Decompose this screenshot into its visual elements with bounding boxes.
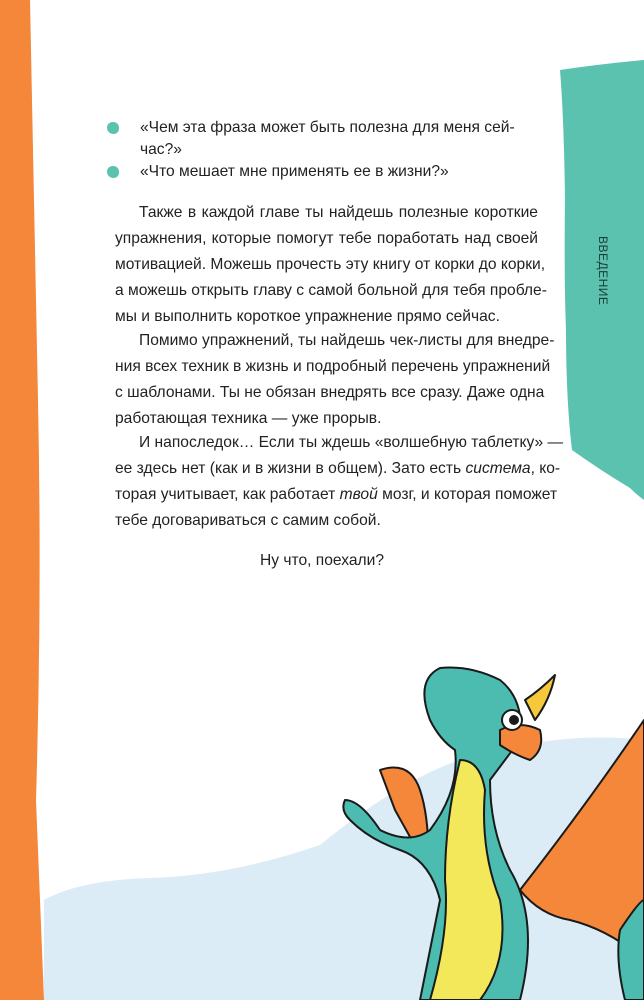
text-line: работающая техника — уже прорыв. xyxy=(115,410,382,427)
text-run: торая учитывает, как работает xyxy=(115,486,340,503)
text-line: тебе договариваться с самим собой. xyxy=(115,512,381,529)
text-run: , ко- xyxy=(530,460,561,477)
bullet-line: «Что мешает мне применять ее в жизни?» xyxy=(140,163,449,180)
text-line xyxy=(115,456,561,482)
paragraph-exercises xyxy=(115,200,547,330)
text-line: И напоследок… Если ты ждешь «волшебную таблетку» — xyxy=(139,434,564,451)
text-line xyxy=(115,482,558,508)
text-line: с шаблонами. Ты не обязан внедрять все сразу. Даже одна xyxy=(115,384,545,401)
dragon-horn xyxy=(525,675,555,720)
text-line: Помимо упражнений, ты найдешь чек-листы для внедре- xyxy=(139,332,555,349)
text-run: ее здесь нет (как и в жизни в общем). Зато есть xyxy=(115,460,466,477)
text-line: а можешь открыть главу с самой больной для тебя пробле- xyxy=(115,282,547,299)
italic-run: система xyxy=(465,460,531,477)
orange-left-strip xyxy=(0,0,44,1000)
text-line: упражнения, которые помогут тебе поработать над своей xyxy=(115,230,538,247)
bullet-dot-icon xyxy=(107,166,119,178)
text-line: Также в каждой главе ты найдешь полезные короткие xyxy=(139,204,538,221)
bullet-line: «Чем эта фраза может быть полезна для меня сей- xyxy=(140,119,515,136)
section-tab-label: ВВЕДЕНИЕ xyxy=(596,236,610,306)
italic-run: твой xyxy=(339,486,378,503)
text-run: мозг, и которая поможет xyxy=(377,486,558,503)
paragraph-finally xyxy=(115,430,564,534)
closing-line: Ну что, поехали? xyxy=(259,552,385,569)
bullet-line: час?» xyxy=(140,141,182,158)
text-line: ния всех техник в жизнь и подробный перечень упражнений xyxy=(115,358,551,375)
paragraph-checklists xyxy=(115,328,555,432)
text-line: мы и выполнить короткое упражнение прямо сейчас. xyxy=(115,308,500,325)
bullet-dot-icon xyxy=(107,122,119,134)
text-line: мотивацией. Можешь прочесть эту книгу от корки до корки, xyxy=(115,256,546,273)
